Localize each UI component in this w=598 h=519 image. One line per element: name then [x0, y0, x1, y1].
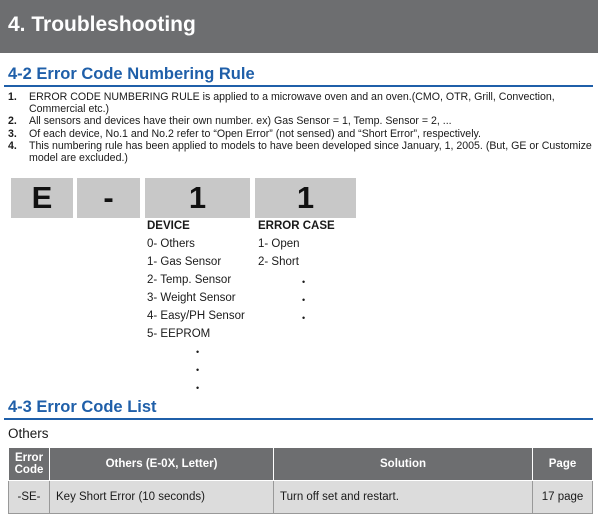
- rule-number: 1.: [8, 91, 17, 103]
- table-header-row: [9, 448, 593, 481]
- continuation-dot: •: [302, 277, 306, 287]
- category-label: Others: [8, 426, 49, 441]
- continuation-dot: •: [302, 295, 306, 305]
- page-cell: 17 page: [533, 481, 593, 514]
- error-code-cell: -SE-: [9, 481, 50, 514]
- rule-item: [8, 141, 593, 164]
- device-item: 1- Gas Sensor: [147, 256, 222, 268]
- column-header-description: Others (E-0X, Letter): [50, 448, 274, 481]
- code-box-dash: -: [77, 178, 140, 218]
- solution-cell: Turn off set and restart.: [274, 481, 533, 514]
- section-divider: [4, 85, 593, 87]
- error-case-item: 2- Short: [258, 256, 299, 268]
- continuation-dot: •: [196, 383, 200, 393]
- section-divider: [4, 418, 593, 420]
- rule-number: 2.: [8, 115, 17, 127]
- rule-item: [8, 92, 593, 115]
- rule-text: All sensors and devices have their own number. ex) Gas Sensor = 1, Temp. Sensor = 2, ...: [29, 115, 452, 127]
- device-item: 5- EEPROM: [147, 328, 211, 340]
- rule-item: [8, 116, 593, 128]
- description-cell: Key Short Error (10 seconds): [50, 481, 274, 514]
- code-box-error-case: 1: [255, 178, 356, 218]
- continuation-dot: •: [196, 365, 200, 375]
- page-title: 4. Troubleshooting: [8, 13, 196, 36]
- rule-number: 4.: [8, 140, 17, 152]
- column-header-page: Page: [533, 448, 593, 481]
- header-bar: [0, 0, 598, 53]
- section-title-numbering-rule: 4-2 Error Code Numbering Rule: [8, 65, 255, 83]
- rule-list: [8, 92, 593, 165]
- code-box-device: 1: [145, 178, 250, 218]
- continuation-dot: •: [196, 347, 200, 357]
- rule-text: Of each device, No.1 and No.2 refer to “Open Error” (not sensed) and “Short Error”, respectively.: [29, 127, 481, 140]
- device-heading: DEVICE: [147, 220, 190, 232]
- rule-number: 3.: [8, 127, 17, 140]
- code-box-letter: E: [11, 178, 73, 218]
- rule-item: [8, 129, 593, 141]
- table-row: [9, 481, 593, 514]
- rule-text: This numbering rule has been applied to models to have been developed since January, 1, 2005. (But, GE or Customize model are excluded.): [29, 140, 592, 164]
- column-header-solution: Solution: [274, 448, 533, 481]
- continuation-dot: •: [302, 313, 306, 323]
- error-case-item: 1- Open: [258, 238, 300, 250]
- device-item: 4- Easy/PH Sensor: [147, 310, 245, 322]
- device-item: 2- Temp. Sensor: [147, 274, 232, 286]
- error-code-table: [8, 447, 593, 514]
- error-case-heading: ERROR CASE: [258, 220, 335, 232]
- rule-text: ERROR CODE NUMBERING RULE is applied to a microwave oven and an oven.(CMO, OTR, Grill, Convection, Commercial etc.): [29, 91, 555, 115]
- device-item: 0- Others: [147, 238, 195, 250]
- section-title-code-list: 4-3 Error Code List: [8, 398, 157, 416]
- column-header-error-code: Error Code: [9, 448, 50, 481]
- device-item: 3- Weight Sensor: [147, 292, 236, 304]
